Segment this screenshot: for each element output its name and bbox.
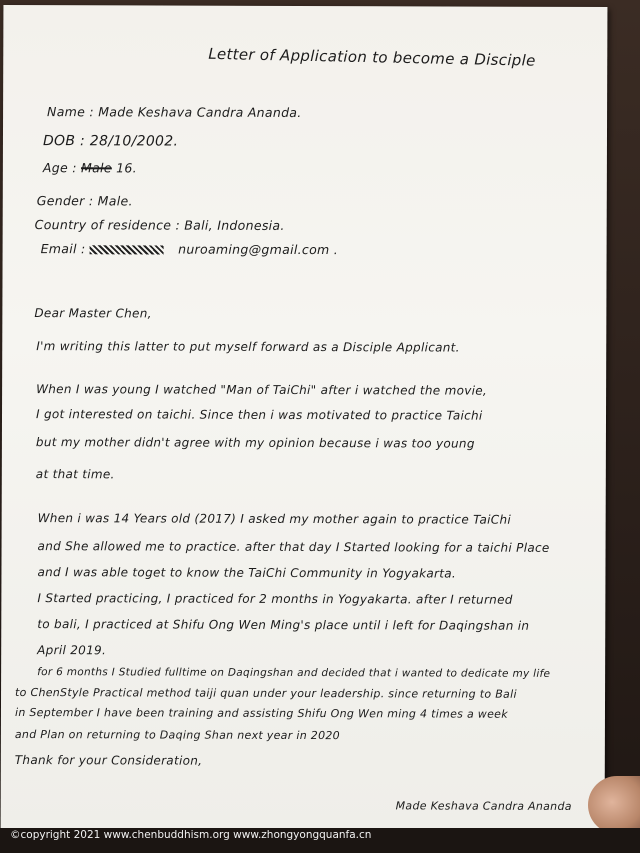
email-label: Email : bbox=[40, 241, 86, 257]
closing-line: Thank for your Consideration, bbox=[14, 752, 203, 768]
age-field bbox=[43, 160, 137, 175]
gender-field: Gender : Male. bbox=[36, 193, 133, 209]
body-line: and She allowed me to practice. after that day I Started looking for a taichi Place bbox=[37, 539, 550, 555]
body-line: When I was young I watched "Man of TaiChi" after i watched the movie, bbox=[36, 382, 488, 398]
signature: Made Keshava Candra Ananda bbox=[395, 799, 572, 813]
letter-title: Letter of Application to become a Disciple bbox=[208, 44, 536, 70]
age-struck-text: Male bbox=[81, 160, 112, 176]
scribbled-out-text bbox=[90, 245, 164, 254]
body-line: When i was 14 Years old (2017) I asked my mother again to practice TaiChi bbox=[37, 511, 512, 527]
body-line: I Started practicing, I practiced for 2 months in Yogyakarta. after I returned bbox=[37, 591, 513, 607]
salutation: Dear Master Chen, bbox=[34, 306, 152, 321]
email-field bbox=[41, 241, 339, 257]
body-line: April 2019. bbox=[37, 643, 107, 658]
body-line: for 6 months I Studied fulltime on Daqingshan and decided that i wanted to dedicate my life bbox=[37, 666, 551, 680]
name-field: Name : Made Keshava Candra Ananda. bbox=[47, 104, 302, 120]
age-label: Age : bbox=[42, 160, 77, 176]
body-line: to ChenStyle Practical method taiji quan under your leadership. since returning to Bali bbox=[15, 685, 517, 701]
body-line: to bali, I practiced at Shifu Ong Wen Ming's place until i left for Daqingshan in bbox=[37, 617, 530, 633]
body-line: I got interested on taichi. Since then i was motivated to practice Taichi bbox=[35, 407, 483, 423]
thumb-image bbox=[588, 776, 640, 834]
email-value: nuroaming@gmail.com . bbox=[178, 241, 339, 258]
country-field: Country of residence : Bali, Indonesia. bbox=[34, 217, 285, 233]
body-line: and Plan on returning to Daqing Shan next year in 2020 bbox=[14, 727, 341, 743]
letter-paper bbox=[1, 5, 608, 833]
body-line: and I was able toget to know the TaiChi Community in Yogyakarta. bbox=[37, 565, 457, 581]
dob-field: DOB : 28/10/2002. bbox=[42, 133, 179, 150]
copyright-watermark: ©copyright 2021 www.chenbuddhism.org www.zhongyongquanfa.cn bbox=[10, 829, 372, 841]
body-line: at that time. bbox=[35, 467, 115, 482]
body-line: I'm writing this latter to put myself forward as a Disciple Applicant. bbox=[36, 339, 460, 355]
age-value: 16. bbox=[116, 160, 137, 176]
body-line: in September I have been training and assisting Shifu Ong Wen ming 4 times a week bbox=[14, 705, 508, 721]
body-line: but my mother didn't agree with my opinion because i was too young bbox=[35, 435, 475, 451]
